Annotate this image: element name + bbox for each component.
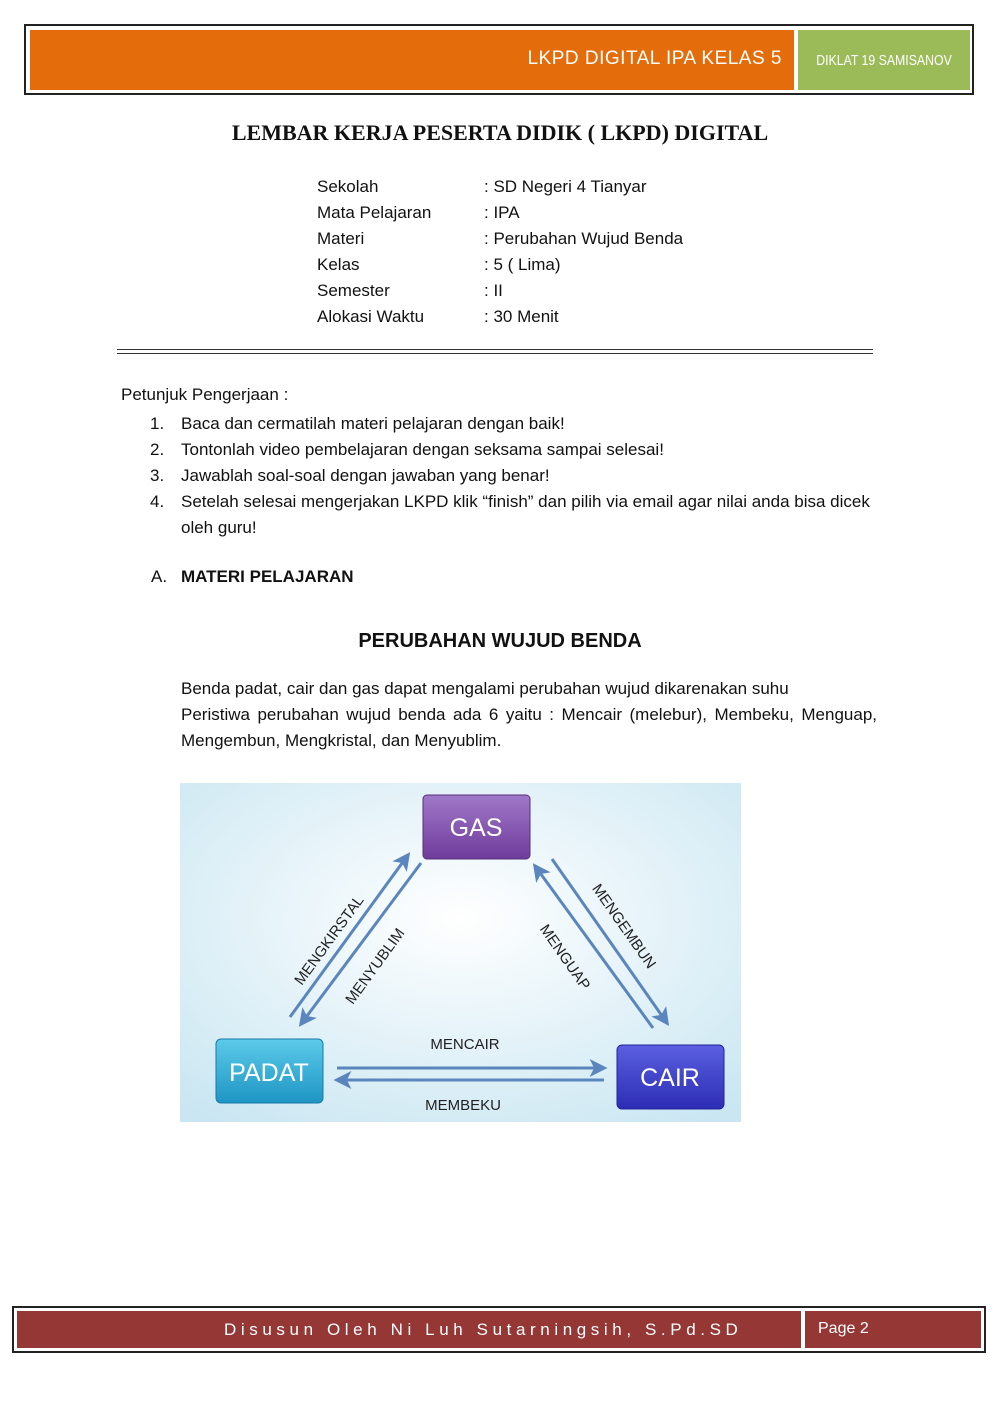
list-item (150, 489, 870, 541)
material-paragraph (181, 676, 877, 754)
solid-label: PADAT (229, 1059, 309, 1087)
instructions-heading: Petunjuk Pengerjaan : (121, 385, 289, 404)
process-label-mengembun: MENGEMBUN (588, 880, 660, 972)
identity-row (317, 203, 683, 229)
material-text: Benda padat, cair dan gas dapat mengalami perubahan wujud dikarenakan suhu (181, 679, 789, 698)
list-text: Setelah selesai mengerjakan LKPD klik “finish” dan pilih via email agar nilai anda bisa dicek oleh guru! (181, 492, 870, 537)
identity-label: Semester (317, 281, 390, 300)
header-badge: DIKLAT 19 SAMISANOV (816, 52, 952, 69)
identity-row (317, 281, 683, 307)
header-title: LKPD DIGITAL IPA KELAS 5 (527, 48, 782, 69)
divider-line (117, 349, 873, 350)
identity-row (317, 255, 683, 281)
list-item (150, 411, 870, 437)
identity-label: Materi (317, 229, 365, 248)
list-number: 4. (150, 492, 165, 511)
gas-label: GAS (449, 814, 503, 842)
identity-row (317, 307, 683, 333)
identity-label: Kelas (317, 255, 360, 274)
process-label-mencair: MENCAIR (430, 1036, 500, 1053)
process-label-menguap: MENGUAP (535, 921, 594, 994)
list-text: Baca dan cermatilah materi pelajaran dengan baik! (181, 414, 565, 433)
section-number: A. (151, 567, 168, 586)
document-title: LEMBAR KERJA PESERTA DIDIK ( LKPD) DIGITAL (231, 120, 769, 145)
list-item (150, 437, 870, 463)
identity-value: : II (484, 281, 503, 300)
material-text: Peristiwa perubahan wujud benda ada 6 yaitu : Mencair (melebur), Membeku, Menguap, Mengembun, Mengkristal, dan Menyublim. (181, 705, 877, 750)
list-number: 2. (150, 440, 165, 459)
list-item (150, 463, 870, 489)
list-number: 1. (150, 414, 165, 433)
instructions-list (150, 411, 870, 541)
identity-table (317, 177, 683, 333)
identity-row (317, 229, 683, 255)
process-label-menyublim: MENYUBLIM (342, 925, 409, 1008)
section-heading (151, 567, 354, 587)
list-number: 3. (150, 466, 165, 485)
footer-page-bar (805, 1311, 981, 1348)
identity-value: : 30 Menit (484, 307, 559, 326)
identity-value: : IPA (484, 203, 520, 222)
identity-label: Mata Pelajaran (317, 203, 432, 222)
identity-label: Alokasi Waktu (317, 307, 425, 326)
process-label-mengkristal: MENGKIRSTAL (291, 892, 368, 989)
identity-label: Sekolah (317, 177, 379, 196)
header-title-bar (30, 30, 794, 90)
section-title: MATERI PELAJARAN (181, 567, 354, 586)
page-number: Page 2 (818, 1320, 869, 1337)
material-heading: PERUBAHAN WUJUD BENDA (358, 630, 642, 652)
liquid-label: CAIR (640, 1064, 700, 1092)
header-badge-bar (798, 30, 970, 90)
process-label-membeku: MEMBEKU (425, 1097, 501, 1114)
divider-line (117, 353, 873, 354)
footer-author-bar (17, 1311, 801, 1348)
list-text: Jawablah soal-soal dengan jawaban yang benar! (181, 466, 550, 485)
list-text: Tontonlah video pembelajaran dengan seksama sampai selesai! (181, 440, 664, 459)
state-change-diagram (180, 783, 741, 1122)
identity-row (317, 177, 683, 203)
identity-value: : Perubahan Wujud Benda (484, 229, 684, 248)
identity-value: : 5 ( Lima) (484, 255, 561, 274)
footer-author: Disusun Oleh Ni Luh Sutarningsih, S.Pd.SD (224, 1320, 743, 1339)
identity-value: : SD Negeri 4 Tianyar (484, 177, 647, 196)
